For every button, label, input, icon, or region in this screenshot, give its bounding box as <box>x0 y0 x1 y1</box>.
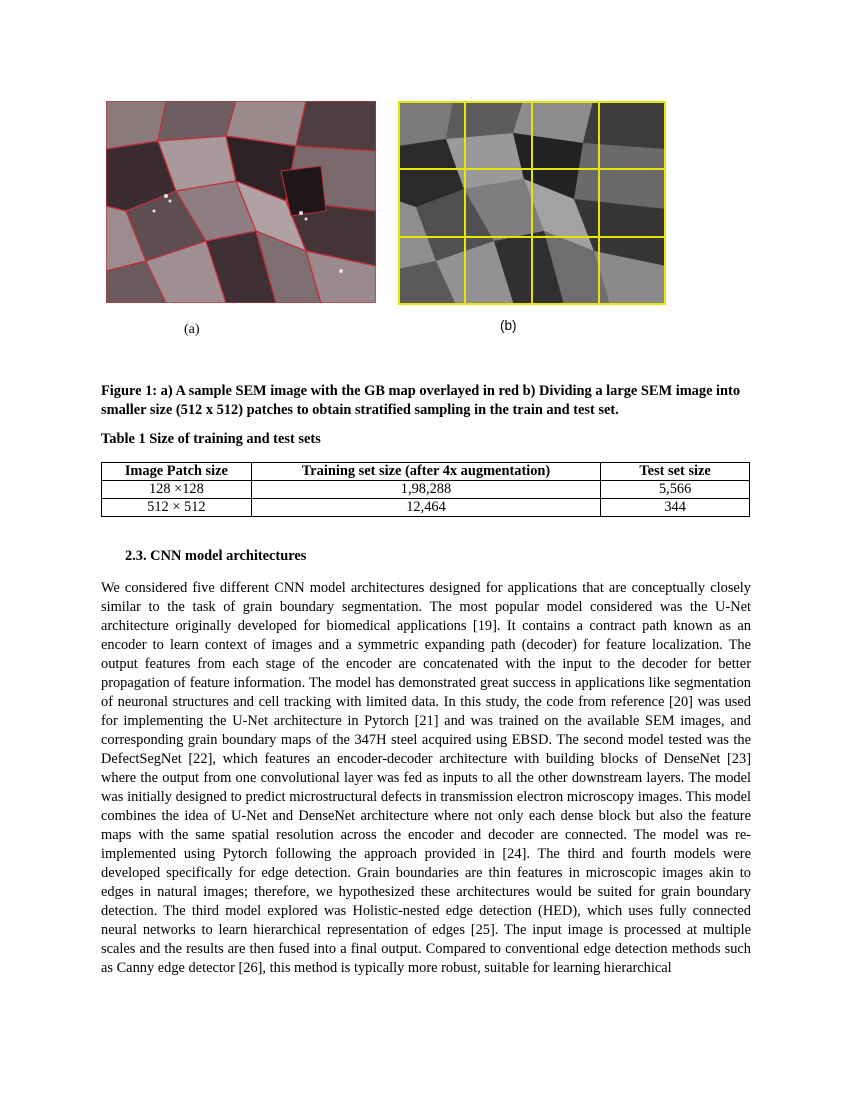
table-cell: 128 ×128 <box>102 481 252 499</box>
table-row <box>102 499 750 517</box>
sem-image-gb-overlay <box>106 101 376 303</box>
panel-a-label: (a) <box>184 322 200 337</box>
header-training-size: Training set size (after 4x augmentation) <box>251 463 600 481</box>
table-cell: 344 <box>601 499 750 517</box>
table-cell: 5,566 <box>601 481 750 499</box>
table-title: Table 1 Size of training and test sets <box>101 431 321 447</box>
section-heading: 2.3. CNN model architectures <box>125 548 307 564</box>
table-header-row <box>102 463 750 481</box>
table-cell: 512 × 512 <box>102 499 252 517</box>
table-row <box>102 481 750 499</box>
header-patch-size: Image Patch size <box>102 463 252 481</box>
dataset-size-table <box>101 462 750 517</box>
figure-caption: Figure 1: a) A sample SEM image with the GB map overlayed in red b) Dividing a large SEM image into smaller size (512 x 512) patches to obtain stratified sampling in the train and test set. <box>101 383 741 418</box>
header-test-size: Test set size <box>601 463 750 481</box>
table-cell: 1,98,288 <box>251 481 600 499</box>
sem-image-patch-grid <box>398 101 666 305</box>
body-paragraph: We considered five different CNN model architectures designed for applications that are conceptually closely similar to the task of grain boundary segmentation. The most popular model considered was the U-Net architecture originally developed for biomedical applications [19]. It contains a contract path known as an encoder to learn context of images and a symmetric expanding path (decoder) for feature localization. The output features from each stage of the encoder are concatenated with the input to the decoder for better propagation of feature information. The model has demonstrated great success in applications like segmentation of neuronal structures and cell tracking with limited data. In this study, the code from reference [20] was used for implementing the U-Net architecture in Pytorch [21] and was trained on the available SEM images, and corresponding grain boundary maps of the 347H steel acquired using EBSD. The second model tested was the DefectSegNet [22], which features an encoder-decoder architecture with building blocks of DenseNet [23] where the output from one convolutional layer was fed as inputs to all the other downstream layers. The model was initially designed to predict microstructural defects in transmission electron microscopy images. This model combines the idea of U-Net and DenseNet architecture where not only each dense block but also the feature maps with the same spatial resolution across the encoder and decoder are connected. The model was re-implemented using Pytorch following the approach provided in [24]. The third and fourth models were developed specifically for edge detection. Grain boundaries are thin features in microscopic images akin to edges in natural images; therefore, we hypothesized these architectures would be suited for grain boundary detection. The third model explored was Holistic-nested edge detection (HED), which uses fully connected neural networks to learn hierarchical representation of edges [25]. The input image is processed at multiple scales and the results are then fused into a final output. Compared to conventional edge detection methods such as Canny edge detector [26], this method is typically more robust, suitable for learning hierarchical <box>101 580 751 976</box>
panel-b-label: (b) <box>500 318 517 333</box>
table-cell: 12,464 <box>251 499 600 517</box>
